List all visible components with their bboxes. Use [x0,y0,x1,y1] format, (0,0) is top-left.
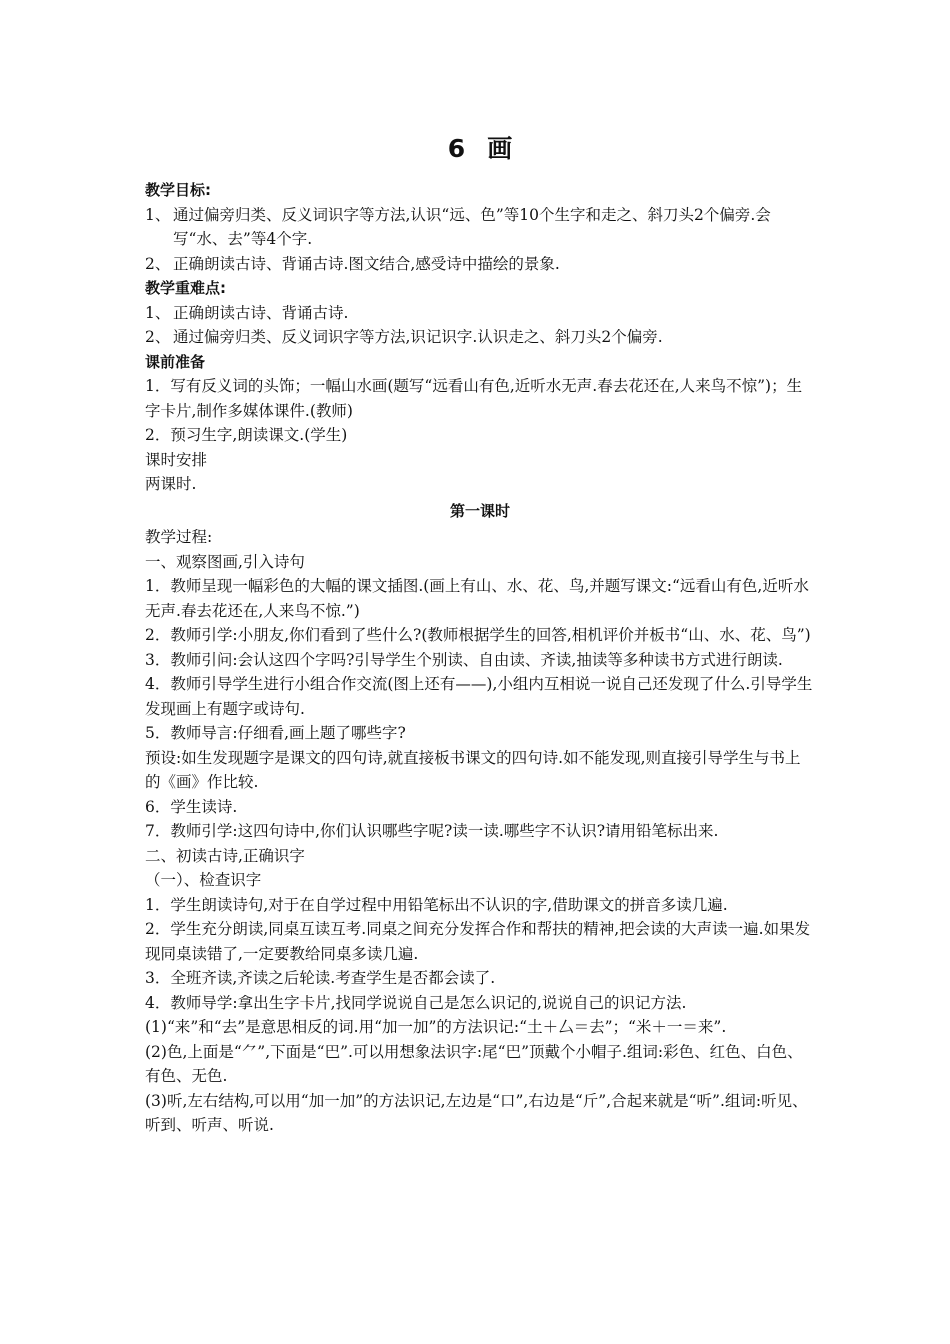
step-item: 预设:如生发现题字是课文的四句诗,就直接板书课文的四句诗.如不能发现,则直接引导学生与书上的《画》作比较. [145,748,801,791]
step-item: 4．教师引导学生进行小组合作交流(图上还有——),小组内互相说一说自己还发现了什么.引导学生发现画上有题字或诗句. [145,675,813,718]
step-item: 4．教师导学:拿出生字卡片,找同学说说自己是怎么识记的,说说自己的识记方法. [145,993,687,1012]
step-item: 2．学生充分朗读,同桌互读互考.同桌之间充分发挥合作和帮扶的精神,把会读的大声读一遍.如果发现同桌读错了,一定要教给同桌多读几遍. [145,920,811,963]
subsection-heading: （一）、检查识字 [145,871,262,889]
step-item: 3．全班齐读,齐读之后轮读.考查学生是否都会读了. [145,969,496,987]
step-item: 3．教师引问:会认这四个字吗?引导学生个别读、自由读、齐读,抽读等多种读书方式进行朗读. [145,650,783,669]
keypoints-heading: 教学重难点: [145,279,226,297]
goals-heading: 教学目标: [145,181,211,199]
keypoint-item: 1、 正确朗读古诗、背诵古诗. [145,303,349,322]
step-item: 1．学生朗读诗句,对于在自学过程中用铅笔标出不认识的字,借助课文的拼音多读几遍. [145,895,728,914]
section-heading: 一、观察图画,引入诗句 [145,552,305,571]
step-item: (3)听,左右结构,可以用“加一加”的方法识记,左边是“口”,右边是“斤”,合起来就是“听”.组词:听见、听到、听声、听说. [145,1091,808,1134]
schedule-value: 两课时. [145,475,197,493]
process-label: 教学过程: [145,528,213,546]
prep-heading: 课前准备 [145,352,206,371]
section-heading: 二、初读古诗,正确识字 [145,846,305,865]
step-item: 7．教师引学:这四句诗中,你们认识哪些字呢?读一读.哪些字不认识?请用铅笔标出来. [145,822,719,840]
lesson-number: 6 [447,134,466,163]
step-item: (1)“来”和“去”是意思相反的词.用“加一加”的方法识记:“土＋厶＝去”；“米＋一＝来”. [145,1018,727,1036]
lesson-name: 画 [487,134,513,163]
step-item: (2)色,上面是“⺈”,下面是“巴”.可以用想象法识字:尾“巴”顶戴个小帽子.组词:彩色、红色、白色、有色、无色. [145,1042,803,1085]
schedule-label: 课时安排 [145,450,208,469]
lesson-title [145,134,815,164]
step-item: 6．学生读诗. [145,797,238,816]
goal-item: 1、 通过偏旁归类、反义词识字等方法,认识“远、色”等10个生字和走之、斜刀头2个偏旁.会写“水、去”等4个字. [145,205,771,248]
step-item: 5．教师导言:仔细看,画上题了哪些字? [145,724,406,742]
step-item: 1．教师呈现一幅彩色的大幅的课文插图.(画上有山、水、花、鸟,并题写课文:“远看山有色,近听水无声.春去花还在,人来鸟不惊.”) [145,577,809,620]
prep-item: 2．预习生字,朗读课文.(学生) [145,426,348,444]
prep-item: 1．写有反义词的头饰；一幅山水画(题写“远看山有色,近听水无声.春去花还在,人来鸟不惊”)；生字卡片,制作多媒体课件.(教师) [145,377,803,420]
goal-item: 2、 正确朗读古诗、背诵古诗.图文结合,感受诗中描绘的景象. [145,254,560,273]
step-item: 2．教师引学:小朋友,你们看到了些什么?(教师根据学生的回答,相机评价并板书“山、水、花、鸟”) [145,626,811,644]
keypoint-item: 2、 通过偏旁归类、反义词识字等方法,识记识字.认识走之、斜刀头2个偏旁. [145,328,663,346]
lesson1-heading: 第一课时 [449,501,510,520]
